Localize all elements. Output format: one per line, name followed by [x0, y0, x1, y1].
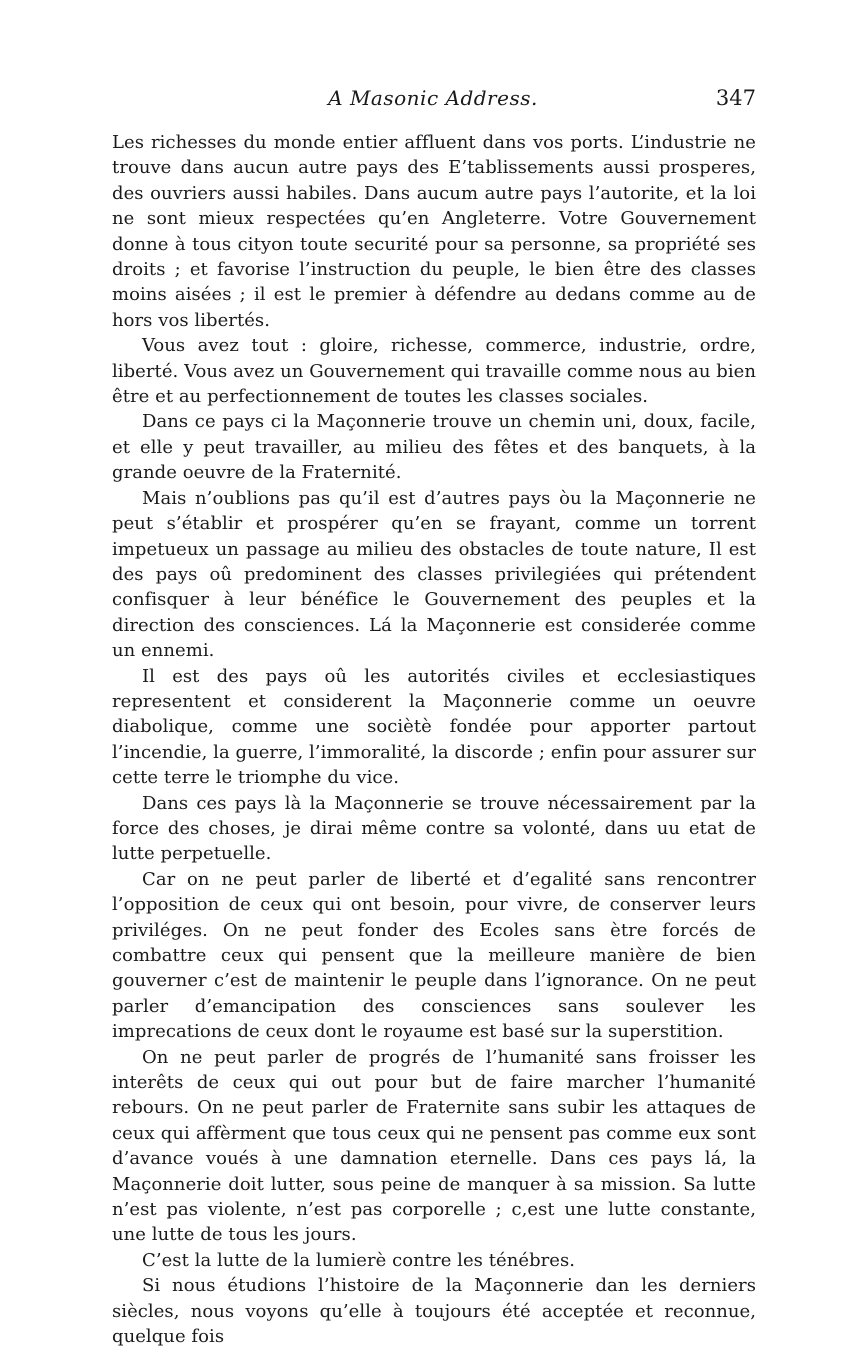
page-number: 347	[715, 86, 756, 110]
paragraph-3: Dans ce pays ci la Maçonnerie trouve un chemin uni, doux, facile, et elle y peut travailler, au milieu des fêtes et des banquets, à la grande oeuvre de la Fraternité.	[112, 411, 756, 484]
paragraph-5: Il est des pays oû les autorités civiles et ecclesiastiques representent et considerent la Maçonnerie comme un oeuvre diabolique, comme une sociètè fondée pour apporter partout l’incendie, la guerre, l’immoralité, la discorde ; enfin pour assurer sur cette terre le triomphe du vice.	[112, 665, 756, 789]
paragraph-6: Dans ces pays là la Maçonnerie se trouve nécessairement par la force des choses, je dirai même contre sa volonté, dans uu etat de lutte perpetuelle.	[112, 792, 756, 865]
paragraph-8: On ne peut parler de progrés de l’humanité sans froisser les interêts de ceux qui out pour but de faire marcher l’humanité rebours. On ne peut parler de Fraternite sans subir les attaques de ceux qui affèrment que tous ceux qui ne pensent pas comme eux sont d’avance voués à une damnation eternelle. Dans ces pays lá, la Maçonnerie doit lutter, sous peine de manquer à sa mission. Sa lutte n’est pas violente, n’est pas corporelle ; c,est une lutte constante, une lutte de tous les jours.	[112, 1046, 756, 1246]
paragraph-7: Car on ne peut parler de liberté et d’egalité sans rencontrer l’opposition de ceux qui ont besoin, pour vivre, de conserver leurs priviléges. On ne peut fonder des Ecoles sans ètre forcés de combattre ceux qui pensent que la meilleure manière de bien gouverner c’est de maintenir le peuple dans l’ignorance. On ne peut parler d’emancipation des consciences sans soulever les imprecations de ceux dont le royaume est basé sur la superstition.	[112, 868, 756, 1043]
paragraph-1: Les richesses du monde entier affluent dans vos ports. L’industrie ne trouve dans aucun autre pays des E’tablissements aussi prosperes, des ouvriers aussi habiles. Dans aucum autre pays l’autorite, et la loi ne sont mieux respectées qu’en Angleterre. Votre Gouvernement donne à tous cityon toute securité pour sa personne, sa propriété ses droits ; et favorise l’instruction du peuple, le bien être des classes moins aisées ; il est le premier à défendre au dedans comme au de hors vos libertés.	[112, 132, 756, 331]
running-head	[110, 86, 756, 118]
paragraph-4: Mais n’oublions pas qu’il est d’autres pays òu la Maçonnerie ne peut s’établir et prospérer qu’en se frayant, comme un torrent impetueux un passage au milieu des obstacles de toute nature, Il est des pays oû predominent des classes privilegiées qui prétendent confisquer à leur bénéfice le Gouvernement des peuples et la direction des consciences. Lá la Maçonnerie est considerée comme un ennemi.	[112, 487, 756, 662]
paragraph-9: C’est la lutte de la lumierè contre les ténébres.	[142, 1249, 576, 1271]
body-text	[112, 130, 756, 1350]
paragraph-2: Vous avez tout : gloire, richesse, commerce, industrie, ordre, liberté. Vous avez un Gouvernement qui travaille comme nous au bien être et au perfectionnement de toutes les classes sociales.	[112, 335, 756, 408]
paragraph-10: Si nous étudions l’histoire de la Maçonnerie dan les derniers siècles, nous voyons qu’elle à toujours été acceptée et reconnue, quelque fois	[112, 1275, 756, 1348]
running-title: A Masonic Address.	[328, 86, 538, 110]
